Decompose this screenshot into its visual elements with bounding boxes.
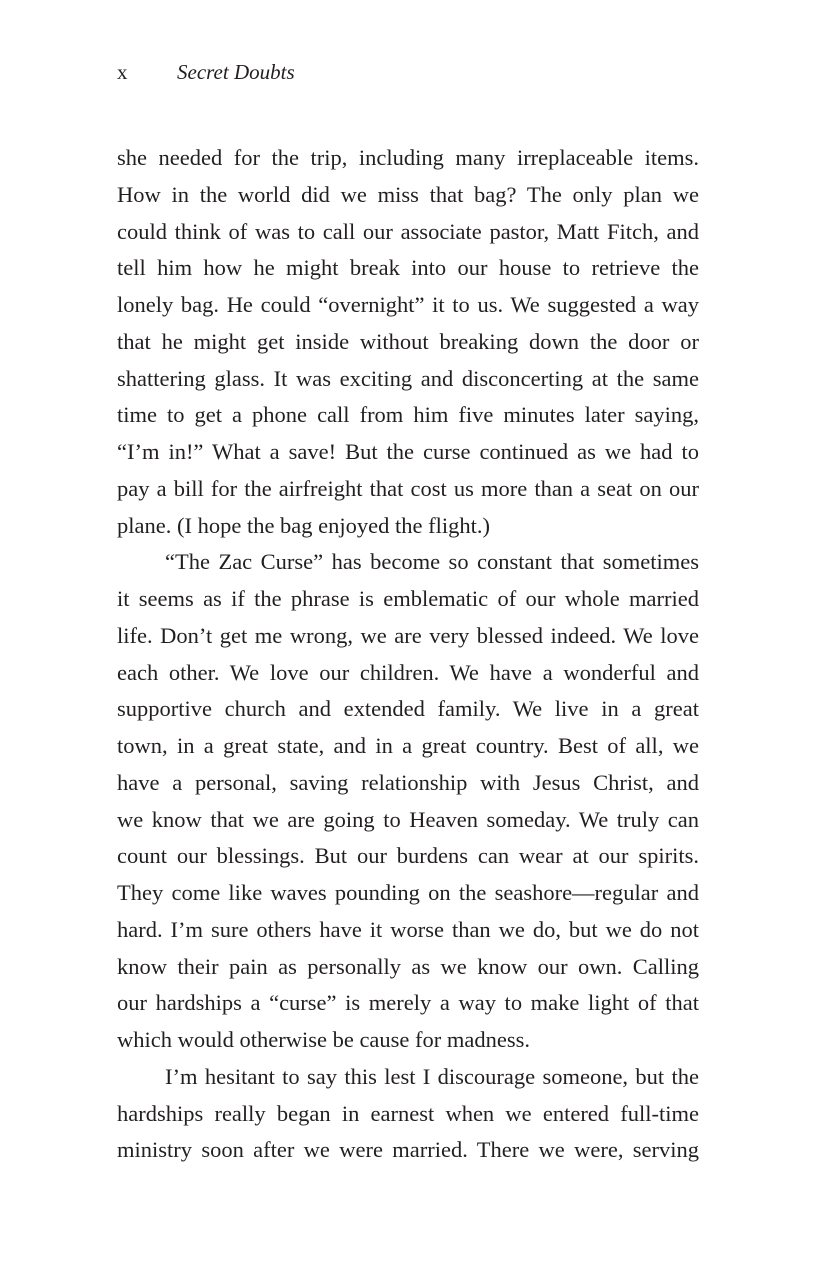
text-line: time to get a phone call from him five minutes later saying,: [117, 402, 699, 428]
text-line: life. Don’t get me wrong, we are very blessed indeed. We love: [117, 622, 699, 648]
text-line: hard. I’m sure others have it worse than we do, but we do not: [117, 916, 699, 942]
book-title: Secret Doubts: [177, 60, 295, 84]
text-line: count our blessings. But our burdens can wear at our spirits.: [117, 843, 699, 869]
text-line: each other. We love our children. We have a wonderful and: [117, 659, 699, 685]
text-line: it seems as if the phrase is emblematic of our whole married: [117, 586, 699, 611]
text-line: know their pain as personally as we know our own. Calling: [117, 953, 699, 979]
text-line: we know that we are going to Heaven someday. We truly can: [117, 806, 699, 832]
paragraph: [117, 140, 699, 544]
text-line: town, in a great state, and in a great country. Best of all, we: [117, 733, 699, 758]
text-line: They come like waves pounding on the seashore—regular and: [117, 880, 699, 905]
text-line: hardships really began in earnest when we entered full-time: [117, 1100, 699, 1126]
running-head: [117, 60, 295, 90]
text-line: “I’m in!” What a save! But the curse continued as we had to: [117, 439, 699, 464]
body-text: [117, 140, 699, 1169]
text-line: could think of was to call our associate pastor, Matt Fitch, and: [117, 218, 699, 244]
text-line: How in the world did we miss that bag? The only plan we: [117, 181, 699, 207]
text-line: that he might get inside without breaking down the door or: [117, 328, 699, 354]
paragraph: [117, 1059, 699, 1169]
text-line: lonely bag. He could “overnight” it to us. We suggested a way: [117, 292, 699, 317]
text-line: ministry soon after we were married. There we were, serving: [117, 1137, 699, 1163]
text-line: supportive church and extended family. We live in a great: [117, 696, 699, 722]
text-line: I’m hesitant to say this lest I discourage someone, but the: [165, 1063, 699, 1089]
text-line: pay a bill for the airfreight that cost us more than a seat on our: [117, 475, 699, 501]
paragraph: [117, 544, 699, 1059]
text-line: which would otherwise be cause for madness.: [117, 1027, 531, 1052]
text-line: have a personal, saving relationship with Jesus Christ, and: [117, 769, 699, 795]
text-line: plane. (I hope the bag enjoyed the flight.): [117, 512, 490, 538]
text-line: shattering glass. It was exciting and disconcerting at the same: [117, 365, 699, 391]
page-number: x: [117, 60, 128, 84]
text-line: “The Zac Curse” has become so constant that sometimes: [165, 549, 699, 575]
text-line: our hardships a “curse” is merely a way to make light of that: [117, 990, 699, 1016]
text-line: tell him how he might break into our house to retrieve the: [117, 255, 699, 281]
text-line: she needed for the trip, including many irreplaceable items.: [117, 145, 699, 170]
